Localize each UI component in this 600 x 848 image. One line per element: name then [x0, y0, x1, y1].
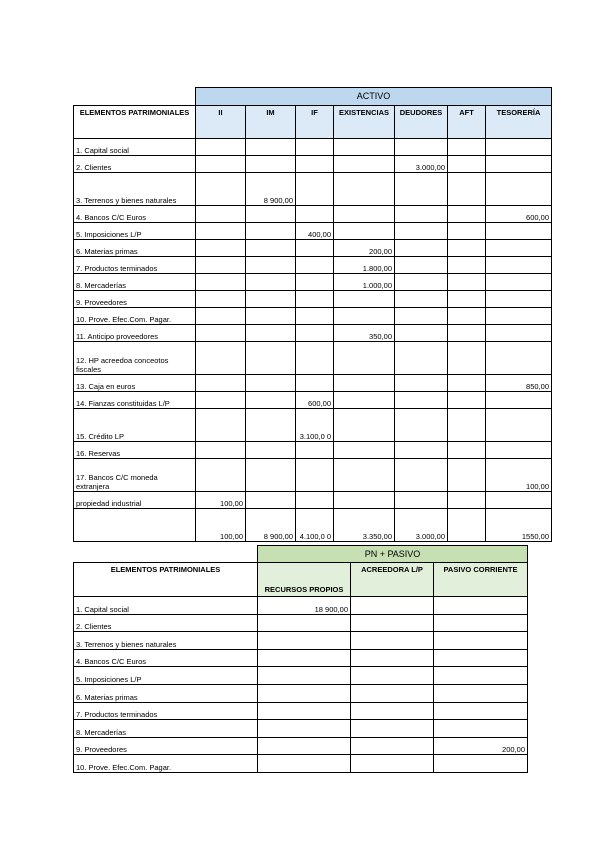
cell-ii: [196, 409, 246, 442]
row-label: 10. Prove. Efec.Com. Pagar.: [74, 308, 196, 325]
cell-deudores: [395, 325, 448, 342]
cell-existencias: 200,00: [334, 240, 395, 257]
table-row: [74, 755, 528, 773]
row-label: 10. Prove. Efec.Com. Pagar.: [74, 755, 258, 773]
cell-tesoreria: 850,00: [486, 375, 552, 392]
cell-ii: [196, 206, 246, 223]
cell-existencias: [334, 223, 395, 240]
cell-if: 600,00: [296, 392, 334, 409]
cell-existencias: [334, 206, 395, 223]
row-label: 7. Productos terminados: [74, 257, 196, 274]
cell-ii: [196, 257, 246, 274]
table-row: [74, 409, 552, 442]
pasivo-col-header-pasivo-corriente: PASIVO CORRIENTE: [434, 563, 528, 597]
row-label: 8. Mercaderías: [74, 274, 196, 291]
cell-im: [246, 223, 296, 240]
table-row: [74, 139, 552, 156]
cell-acreedora-l-p: [351, 755, 434, 773]
cell-ii: [196, 459, 246, 492]
cell-if: [296, 308, 334, 325]
cell-aft: [448, 442, 486, 459]
table-row: [74, 492, 552, 509]
row-label: 14. Fianzas constituidas L/P: [74, 392, 196, 409]
cell-aft: [448, 139, 486, 156]
activo-col-header-ii: II: [196, 106, 246, 139]
cell-acreedora-l-p: [351, 614, 434, 632]
table-row: [74, 325, 552, 342]
cell-existencias: 350,00: [334, 325, 395, 342]
cell-tesoreria: [486, 291, 552, 308]
cell-ii: [196, 342, 246, 375]
totals-label: [74, 509, 196, 542]
cell-if: [296, 375, 334, 392]
table-row: [74, 737, 528, 755]
row-label: propiedad industrial: [74, 492, 196, 509]
table-row: [74, 684, 528, 702]
cell-im: [246, 409, 296, 442]
cell-aft: [448, 257, 486, 274]
row-label: 7. Productos terminados: [74, 702, 258, 720]
cell-acreedora-l-p: [351, 684, 434, 702]
cell-aft: [448, 409, 486, 442]
table-row: [74, 206, 552, 223]
row-label: 9. Proveedores: [74, 737, 258, 755]
activo-col-header-if: IF: [296, 106, 334, 139]
cell-im: [246, 291, 296, 308]
cell-existencias: [334, 291, 395, 308]
cell-existencias: [334, 409, 395, 442]
cell-existencias: [334, 492, 395, 509]
cell-existencias: [334, 139, 395, 156]
cell-recursos-propios: 18 900,00: [258, 597, 351, 615]
cell-ii: [196, 308, 246, 325]
table-row: [74, 308, 552, 325]
table-row: [74, 173, 552, 206]
activo-corner-label: ELEMENTOS PATRIMONIALES: [74, 106, 196, 139]
cell-ii: [196, 442, 246, 459]
cell-recursos-propios: [258, 684, 351, 702]
cell-aft: [448, 291, 486, 308]
cell-deudores: [395, 257, 448, 274]
cell-aft: [448, 342, 486, 375]
total-aft: [448, 509, 486, 542]
cell-aft: [448, 223, 486, 240]
cell-ii: [196, 173, 246, 206]
cell-aft: [448, 156, 486, 173]
cell-im: [246, 206, 296, 223]
cell-tesoreria: [486, 240, 552, 257]
pasivo-col-header-recursos-propios: RECURSOS PROPIOS: [258, 563, 351, 597]
cell-tesoreria: [486, 139, 552, 156]
table-row: [74, 274, 552, 291]
cell-deudores: [395, 139, 448, 156]
row-label: 15. Crédito LP: [74, 409, 196, 442]
row-label: 9. Proveedores: [74, 291, 196, 308]
total-tesoreria: 1550,00: [486, 509, 552, 542]
cell-existencias: [334, 173, 395, 206]
cell-deudores: [395, 240, 448, 257]
row-label: 2. Clientes: [74, 156, 196, 173]
cell-recursos-propios: [258, 755, 351, 773]
cell-pasivo-corriente: [434, 597, 528, 615]
table-row: [74, 632, 528, 650]
cell-if: [296, 325, 334, 342]
row-label: 3. Terrenos y bienes naturales: [74, 632, 258, 650]
cell-deudores: [395, 291, 448, 308]
activo-title: ACTIVO: [196, 88, 552, 106]
row-label: 5. Imposiciones L/P: [74, 667, 258, 685]
cell-pasivo-corriente: [434, 702, 528, 720]
pasivo-title: PN + PASIVO: [258, 546, 528, 563]
cell-im: [246, 375, 296, 392]
cell-im: [246, 442, 296, 459]
cell-aft: [448, 173, 486, 206]
activo-col-header-existencias: EXISTENCIAS: [334, 106, 395, 139]
activo-col-header-im: IM: [246, 106, 296, 139]
cell-deudores: [395, 308, 448, 325]
cell-pasivo-corriente: [434, 667, 528, 685]
cell-ii: [196, 139, 246, 156]
cell-if: [296, 442, 334, 459]
cell-tesoreria: [486, 409, 552, 442]
cell-deudores: [395, 342, 448, 375]
cell-if: [296, 206, 334, 223]
cell-im: [246, 459, 296, 492]
row-label: 4. Bancos C/C Euros: [74, 649, 258, 667]
cell-if: [296, 156, 334, 173]
cell-recursos-propios: [258, 737, 351, 755]
cell-deudores: 3.000,00: [395, 156, 448, 173]
cell-tesoreria: [486, 156, 552, 173]
row-label: 17. Bancos C/C moneda extranjera: [74, 459, 196, 492]
cell-ii: [196, 274, 246, 291]
cell-recursos-propios: [258, 720, 351, 738]
row-label: 12. HP acreedoa conceotos fiscales: [74, 342, 196, 375]
cell-pasivo-corriente: [434, 720, 528, 738]
cell-ii: [196, 291, 246, 308]
table-row: [74, 257, 552, 274]
cell-deudores: [395, 409, 448, 442]
table-row: [74, 156, 552, 173]
table-row: [74, 223, 552, 240]
cell-tesoreria: 600,00: [486, 206, 552, 223]
cell-existencias: [334, 459, 395, 492]
cell-im: [246, 274, 296, 291]
cell-aft: [448, 325, 486, 342]
cell-im: [246, 342, 296, 375]
pasivo-corner-label: ELEMENTOS PATRIMONIALES: [74, 563, 258, 597]
row-label: 1. Capital social: [74, 597, 258, 615]
total-deudores: 3.000,00: [395, 509, 448, 542]
table-row: [74, 720, 528, 738]
table-row: [74, 392, 552, 409]
total-existencias: 3.350,00: [334, 509, 395, 542]
cell-pasivo-corriente: 200,00: [434, 737, 528, 755]
cell-if: [296, 173, 334, 206]
cell-im: [246, 392, 296, 409]
cell-aft: [448, 308, 486, 325]
cell-deudores: [395, 274, 448, 291]
cell-acreedora-l-p: [351, 632, 434, 650]
cell-ii: [196, 325, 246, 342]
row-label: 6. Materias primas: [74, 240, 196, 257]
cell-deudores: [395, 173, 448, 206]
cell-pasivo-corriente: [434, 614, 528, 632]
cell-acreedora-l-p: [351, 737, 434, 755]
cell-recursos-propios: [258, 614, 351, 632]
cell-acreedora-l-p: [351, 720, 434, 738]
cell-recursos-propios: [258, 667, 351, 685]
cell-ii: [196, 240, 246, 257]
cell-aft: [448, 375, 486, 392]
cell-existencias: [334, 156, 395, 173]
cell-pasivo-corriente: [434, 755, 528, 773]
cell-if: [296, 257, 334, 274]
cell-aft: [448, 206, 486, 223]
cell-if: [296, 274, 334, 291]
cell-tesoreria: [486, 223, 552, 240]
activo-col-header-tesoreria: TESORERÍA: [486, 106, 552, 139]
totals-row: [74, 509, 552, 542]
cell-existencias: [334, 308, 395, 325]
cell-acreedora-l-p: [351, 597, 434, 615]
pasivo-col-header-acreedora-l-p: ACREEDORA L/P: [351, 563, 434, 597]
cell-if: [296, 240, 334, 257]
row-label: 1. Capital social: [74, 139, 196, 156]
row-label: 16. Reservas: [74, 442, 196, 459]
cell-im: [246, 139, 296, 156]
cell-im: [246, 257, 296, 274]
table-row: [74, 614, 528, 632]
cell-acreedora-l-p: [351, 649, 434, 667]
cell-deudores: [395, 459, 448, 492]
table-row: [74, 342, 552, 375]
cell-ii: [196, 156, 246, 173]
table-row: [74, 667, 528, 685]
cell-tesoreria: [486, 274, 552, 291]
row-label: 8. Mercaderías: [74, 720, 258, 738]
cell-tesoreria: [486, 442, 552, 459]
table-row: [74, 649, 528, 667]
pasivo-corner-blank: [74, 546, 258, 563]
total-im: 8 900,00: [246, 509, 296, 542]
cell-acreedora-l-p: [351, 702, 434, 720]
activo-corner-blank: [74, 88, 196, 106]
cell-im: [246, 240, 296, 257]
table-row: [74, 597, 528, 615]
cell-recursos-propios: [258, 649, 351, 667]
cell-deudores: [395, 375, 448, 392]
cell-existencias: [334, 392, 395, 409]
cell-im: 8 900,00: [246, 173, 296, 206]
cell-tesoreria: [486, 173, 552, 206]
cell-ii: [196, 375, 246, 392]
cell-existencias: [334, 342, 395, 375]
cell-acreedora-l-p: [351, 667, 434, 685]
cell-if: 3.100,0 0: [296, 409, 334, 442]
cell-deudores: [395, 223, 448, 240]
cell-deudores: [395, 392, 448, 409]
cell-tesoreria: [486, 257, 552, 274]
cell-tesoreria: [486, 325, 552, 342]
cell-existencias: [334, 442, 395, 459]
table-row: [74, 702, 528, 720]
cell-ii: [196, 392, 246, 409]
cell-recursos-propios: [258, 702, 351, 720]
row-label: 13. Caja en euros: [74, 375, 196, 392]
table-row: [74, 459, 552, 492]
cell-existencias: 1.800,00: [334, 257, 395, 274]
cell-ii: 100,00: [196, 492, 246, 509]
table-row: [74, 291, 552, 308]
cell-if: [296, 342, 334, 375]
cell-aft: [448, 459, 486, 492]
activo-table: [73, 87, 552, 542]
cell-existencias: 1.000,00: [334, 274, 395, 291]
pasivo-table: [73, 545, 528, 773]
cell-tesoreria: 100,00: [486, 459, 552, 492]
row-label: 6. Materias primas: [74, 684, 258, 702]
cell-aft: [448, 492, 486, 509]
table-row: [74, 442, 552, 459]
cell-pasivo-corriente: [434, 684, 528, 702]
cell-im: [246, 325, 296, 342]
cell-recursos-propios: [258, 632, 351, 650]
activo-col-header-aft: AFT: [448, 106, 486, 139]
cell-tesoreria: [486, 492, 552, 509]
cell-if: [296, 139, 334, 156]
cell-im: [246, 492, 296, 509]
cell-aft: [448, 240, 486, 257]
total-if: 4.100,0 0: [296, 509, 334, 542]
cell-if: [296, 291, 334, 308]
total-ii: 100,00: [196, 509, 246, 542]
cell-tesoreria: [486, 392, 552, 409]
cell-deudores: [395, 442, 448, 459]
cell-im: [246, 308, 296, 325]
row-label: 4. Bancos C/C Euros: [74, 206, 196, 223]
cell-deudores: [395, 206, 448, 223]
cell-if: [296, 459, 334, 492]
cell-ii: [196, 223, 246, 240]
row-label: 2. Clientes: [74, 614, 258, 632]
cell-existencias: [334, 375, 395, 392]
cell-pasivo-corriente: [434, 632, 528, 650]
cell-tesoreria: [486, 342, 552, 375]
cell-if: 400,00: [296, 223, 334, 240]
cell-if: [296, 492, 334, 509]
row-label: 11. Anticipo proveedores: [74, 325, 196, 342]
activo-col-header-deudores: DEUDORES: [395, 106, 448, 139]
table-row: [74, 375, 552, 392]
row-label: 3. Terrenos y bienes naturales: [74, 173, 196, 206]
cell-pasivo-corriente: [434, 649, 528, 667]
cell-deudores: [395, 492, 448, 509]
cell-tesoreria: [486, 308, 552, 325]
cell-im: [246, 156, 296, 173]
cell-aft: [448, 392, 486, 409]
row-label: 5. Imposiciones L/P: [74, 223, 196, 240]
table-row: [74, 240, 552, 257]
cell-aft: [448, 274, 486, 291]
